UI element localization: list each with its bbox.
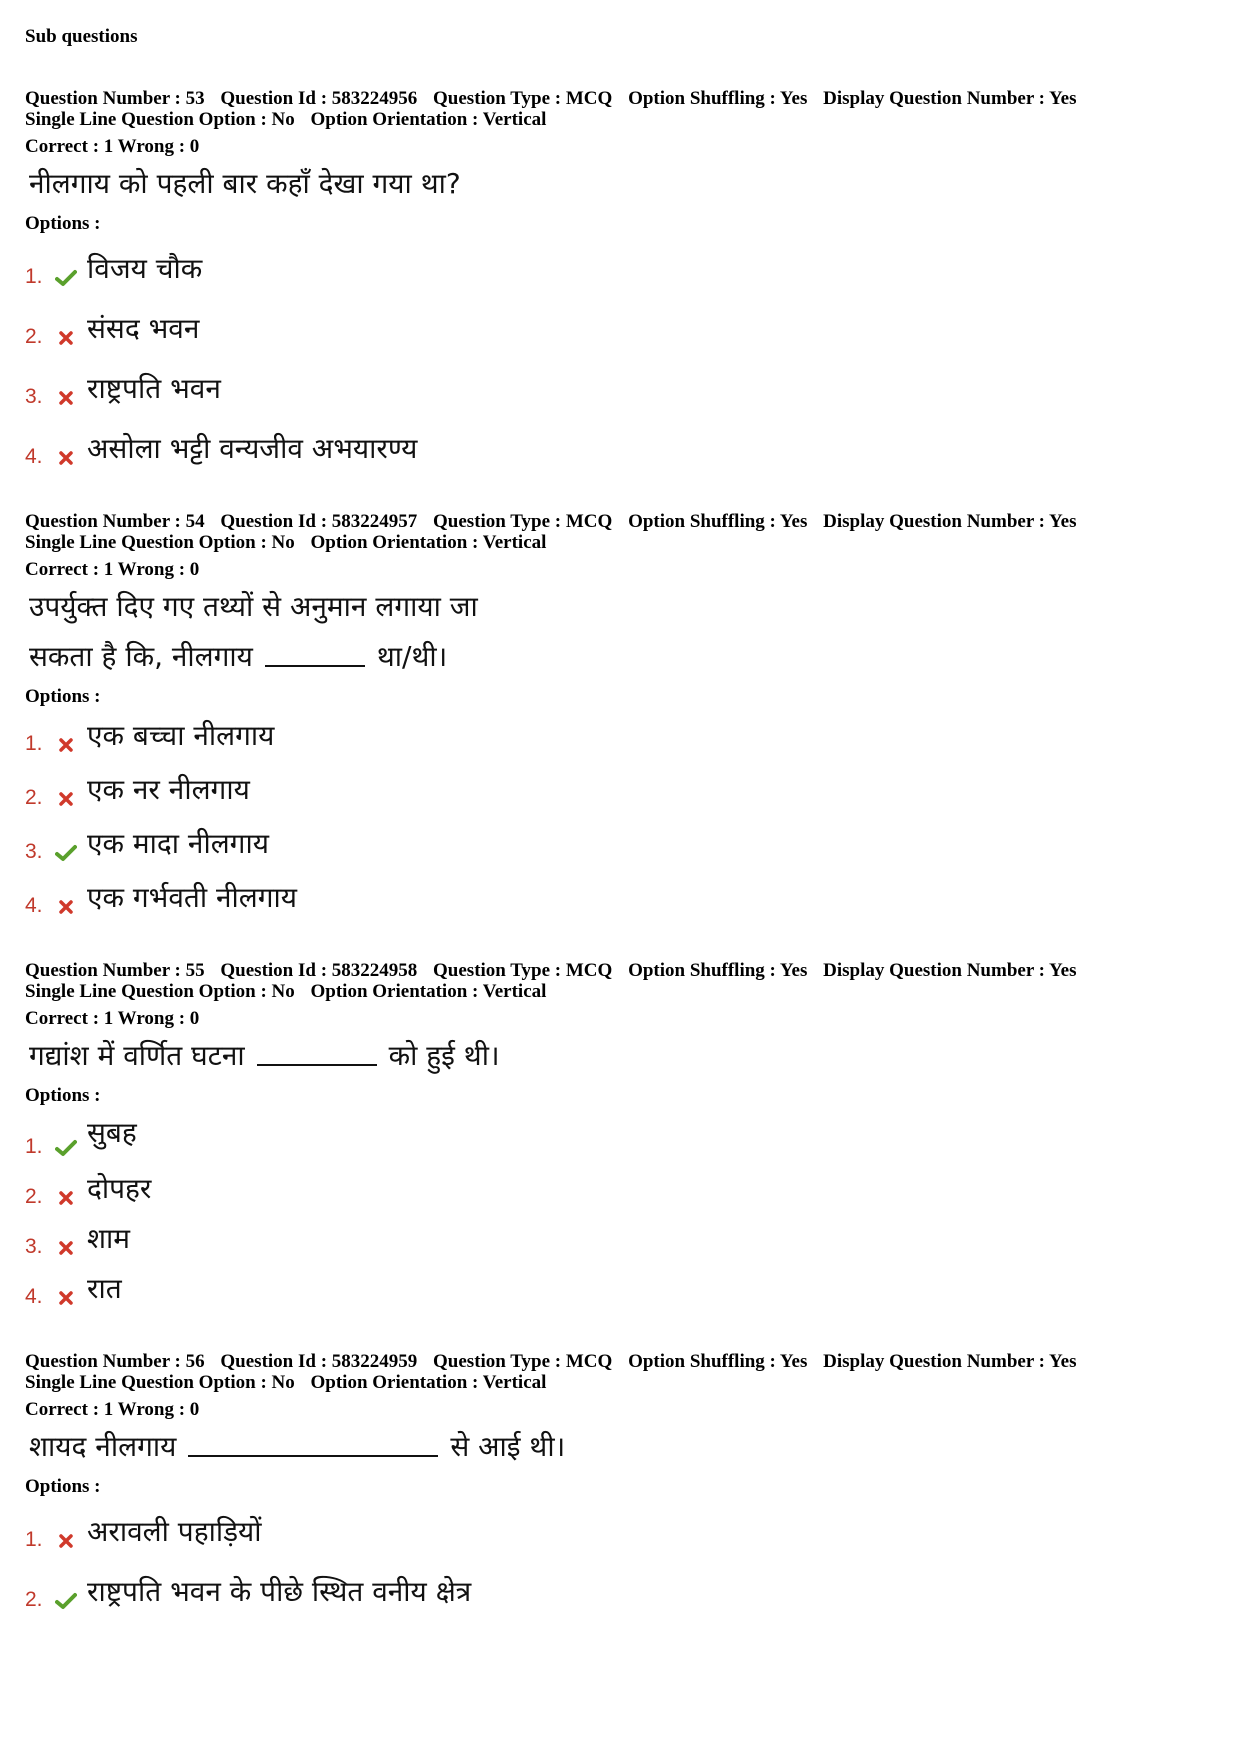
question-text [29, 159, 1215, 209]
question-type: Question Type : MCQ [433, 1351, 613, 1372]
question-text-part: गद्यांश में वर्णित घटना [29, 1039, 245, 1072]
question-id: Question Id : 583224958 [220, 960, 418, 981]
question-number: Question Number : 55 [25, 960, 205, 981]
option-text: रात [87, 1272, 122, 1305]
question-id: Question Id : 583224957 [220, 511, 418, 532]
question-id: Question Id : 583224956 [220, 88, 418, 109]
question-meta [25, 88, 1215, 130]
option-text: राष्ट्रपति भवन [87, 372, 221, 405]
option-2 [25, 297, 1215, 357]
check-icon [49, 1588, 83, 1620]
cross-icon [49, 894, 83, 926]
cross-icon [49, 445, 83, 477]
option-number: 2. [25, 1185, 43, 1208]
page [25, 26, 1215, 1654]
options-label: Options : [25, 213, 101, 234]
meta-row-1 [25, 960, 1215, 981]
question-55 [25, 960, 1215, 1317]
question-text-line [29, 632, 1215, 682]
question-54 [25, 511, 1215, 926]
question-text-line [29, 582, 1215, 632]
option-1 [25, 710, 1215, 764]
option-shuffling: Option Shuffling : Yes [628, 511, 808, 532]
option-number: 4. [25, 445, 43, 468]
question-meta [25, 1351, 1215, 1393]
display-question-number: Display Question Number : Yes [823, 1351, 1077, 1372]
option-number: 3. [25, 840, 43, 863]
options-list [25, 1109, 1215, 1317]
question-type: Question Type : MCQ [433, 511, 613, 532]
cross-icon [49, 1185, 83, 1217]
display-question-number: Display Question Number : Yes [823, 960, 1077, 981]
option-number: 2. [25, 786, 43, 809]
option-text: विजय चौक [87, 252, 203, 285]
score-line: Correct : 1 Wrong : 0 [25, 1008, 200, 1029]
question-56 [25, 1351, 1215, 1620]
option-text: शाम [87, 1222, 131, 1255]
meta-row-2 [25, 1372, 1215, 1393]
cross-icon [49, 786, 83, 818]
options-list [25, 237, 1215, 477]
meta-row-1 [25, 511, 1215, 532]
question-text-part: शायद नीलगाय [29, 1430, 177, 1463]
single-line-option: Single Line Question Option : No [25, 981, 295, 1002]
score-line: Correct : 1 Wrong : 0 [25, 559, 200, 580]
option-4 [25, 417, 1215, 477]
option-3 [25, 818, 1215, 872]
meta-row-1 [25, 88, 1215, 109]
single-line-option: Single Line Question Option : No [25, 109, 295, 130]
section-title: Sub questions [25, 26, 138, 47]
question-number: Question Number : 53 [25, 88, 205, 109]
single-line-option: Single Line Question Option : No [25, 532, 295, 553]
option-2 [25, 1167, 1215, 1217]
question-text-part: सकता है कि, नीलगाय [29, 640, 253, 673]
question-text [29, 1031, 1215, 1081]
option-number: 1. [25, 732, 43, 755]
option-3 [25, 1217, 1215, 1267]
fill-blank [188, 1439, 438, 1457]
options-label: Options : [25, 1476, 101, 1497]
cross-icon [49, 385, 83, 417]
question-text-part: था/थी। [376, 640, 448, 673]
display-question-number: Display Question Number : Yes [823, 511, 1077, 532]
option-text: दोपहर [87, 1172, 152, 1205]
question-id: Question Id : 583224959 [220, 1351, 418, 1372]
option-1 [25, 1109, 1215, 1167]
option-text: एक गर्भवती नीलगाय [87, 881, 298, 914]
option-text: एक बच्चा नीलगाय [87, 719, 275, 752]
option-number: 1. [25, 1135, 43, 1158]
meta-row-2 [25, 981, 1215, 1002]
option-text: एक नर नीलगाय [87, 773, 250, 806]
score-line: Correct : 1 Wrong : 0 [25, 1399, 200, 1420]
check-icon [49, 265, 83, 297]
option-text: सुबह [87, 1116, 137, 1149]
meta-row-1 [25, 1351, 1215, 1372]
question-text-part: उपर्युक्त दिए गए तथ्यों से अनुमान लगाया जा [29, 590, 478, 623]
fill-blank [257, 1048, 377, 1066]
cross-icon [49, 1235, 83, 1267]
question-type: Question Type : MCQ [433, 960, 613, 981]
question-text [29, 582, 1215, 682]
option-text: संसद भवन [87, 312, 200, 345]
options-label: Options : [25, 686, 101, 707]
question-meta [25, 960, 1215, 1002]
question-meta [25, 511, 1215, 553]
option-text: असोला भट्टी वन्यजीव अभयारण्य [87, 432, 418, 465]
options-label: Options : [25, 1085, 101, 1106]
option-shuffling: Option Shuffling : Yes [628, 1351, 808, 1372]
option-number: 4. [25, 894, 43, 917]
option-3 [25, 357, 1215, 417]
question-number: Question Number : 56 [25, 1351, 205, 1372]
option-orientation: Option Orientation : Vertical [310, 109, 547, 130]
option-number: 4. [25, 1285, 43, 1308]
meta-row-2 [25, 109, 1215, 130]
fill-blank [265, 649, 365, 667]
cross-icon [49, 325, 83, 357]
options-list [25, 1500, 1215, 1620]
options-list [25, 710, 1215, 926]
question-text-line: नीलगाय को पहली बार कहाँ देखा गया था? [29, 167, 461, 200]
option-shuffling: Option Shuffling : Yes [628, 88, 808, 109]
display-question-number: Display Question Number : Yes [823, 88, 1077, 109]
question-53 [25, 88, 1215, 477]
option-text: अरावली पहाड़ियों [87, 1515, 262, 1548]
option-number: 2. [25, 325, 43, 348]
option-text: एक मादा नीलगाय [87, 827, 269, 860]
question-text [29, 1422, 1215, 1472]
option-4 [25, 872, 1215, 926]
option-shuffling: Option Shuffling : Yes [628, 960, 808, 981]
question-text-part: से आई थी। [450, 1430, 566, 1463]
option-number: 1. [25, 1528, 43, 1551]
option-orientation: Option Orientation : Vertical [310, 981, 547, 1002]
option-2 [25, 1560, 1215, 1620]
option-orientation: Option Orientation : Vertical [310, 1372, 547, 1393]
question-text-part: को हुई थी। [388, 1039, 500, 1072]
question-number: Question Number : 54 [25, 511, 205, 532]
option-number: 2. [25, 1588, 43, 1611]
option-orientation: Option Orientation : Vertical [310, 532, 547, 553]
cross-icon [49, 1528, 83, 1560]
option-number: 3. [25, 385, 43, 408]
single-line-option: Single Line Question Option : No [25, 1372, 295, 1393]
score-line: Correct : 1 Wrong : 0 [25, 136, 200, 157]
option-1 [25, 237, 1215, 297]
cross-icon [49, 732, 83, 764]
check-icon [49, 1135, 83, 1167]
check-icon [49, 840, 83, 872]
option-text: राष्ट्रपति भवन के पीछे स्थित वनीय क्षेत्र [87, 1575, 472, 1608]
option-number: 1. [25, 265, 43, 288]
option-number: 3. [25, 1235, 43, 1258]
cross-icon [49, 1285, 83, 1317]
question-type: Question Type : MCQ [433, 88, 613, 109]
meta-row-2 [25, 532, 1215, 553]
option-2 [25, 764, 1215, 818]
option-1 [25, 1500, 1215, 1560]
option-4 [25, 1267, 1215, 1317]
